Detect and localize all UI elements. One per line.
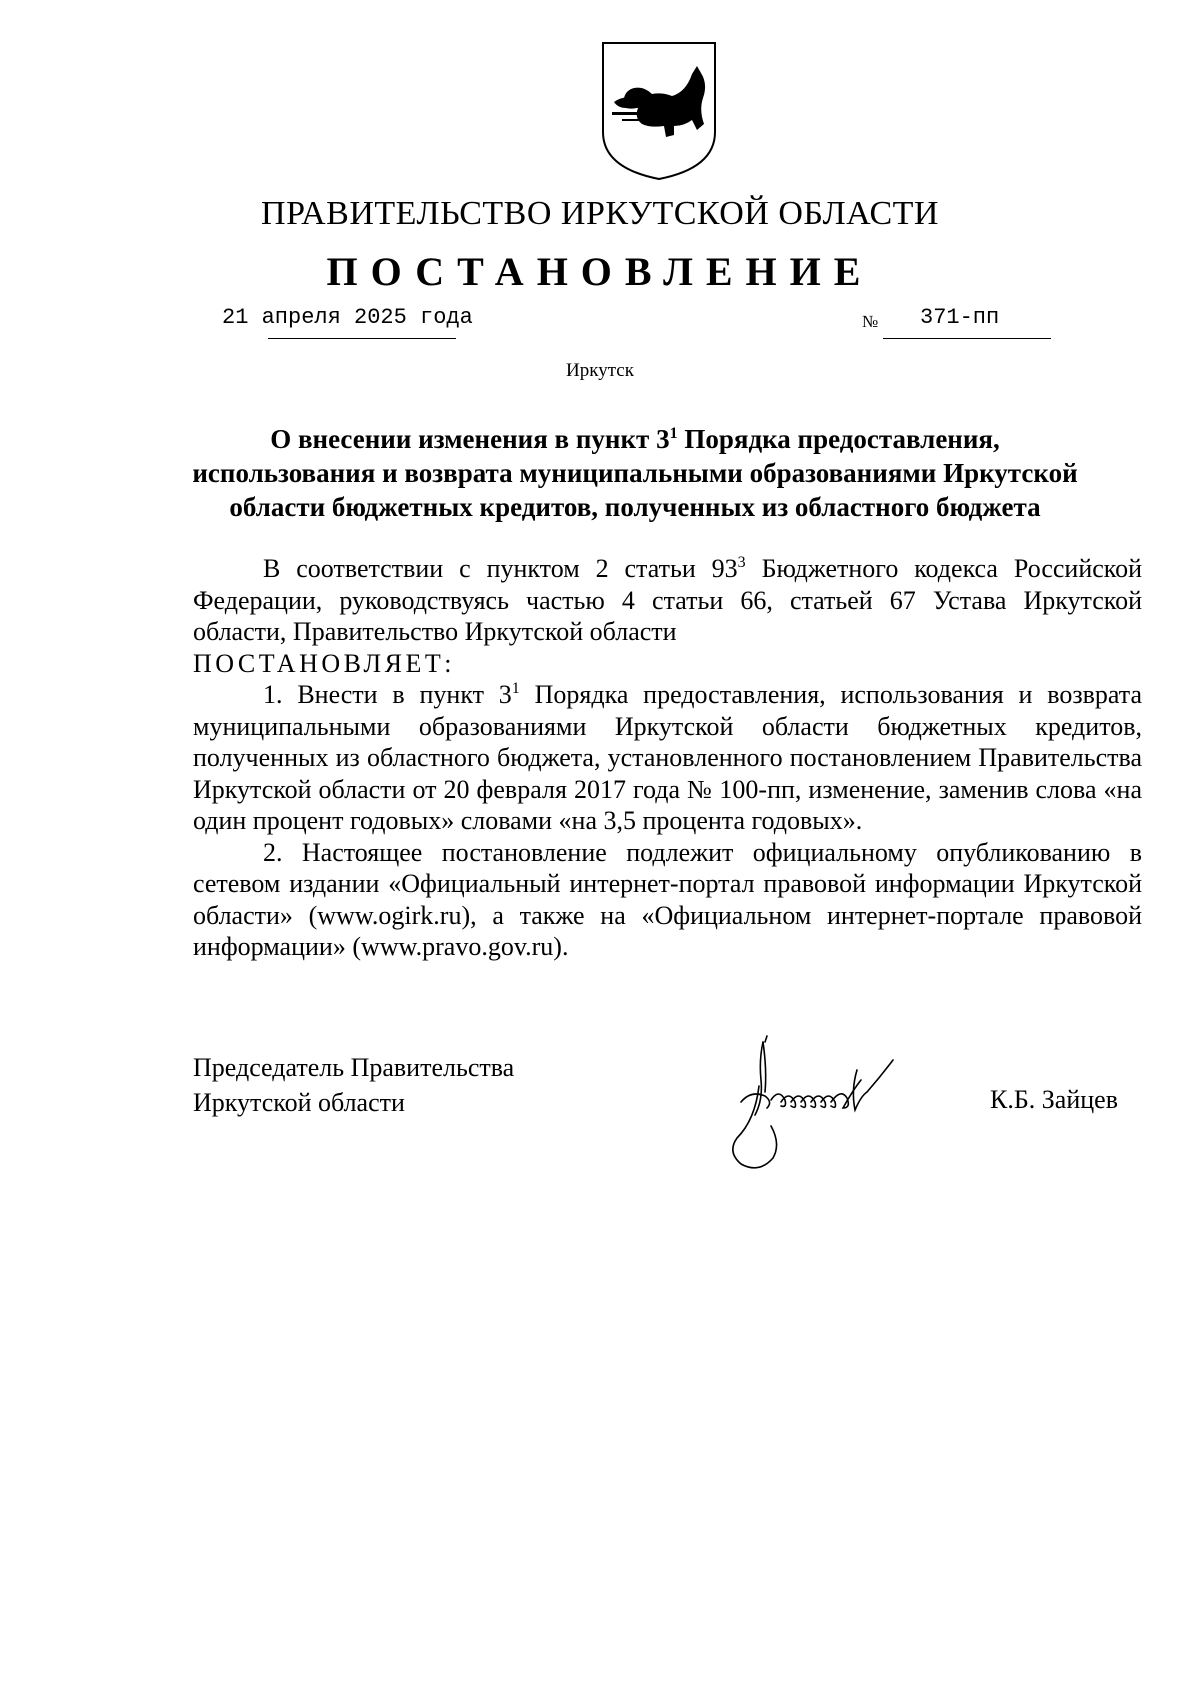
document-date: 21 апреля 2025 года [222,305,473,330]
position-line-2: Иркутской области [193,1088,405,1117]
number-underline [883,338,1051,339]
title-text-2: Порядка предоставления, использования и возврата муниципальными образованиями Иркутской области бюджетных кредитов, полученных из областного бюджета [192,424,1078,522]
government-name: ПРАВИТЕЛЬСТВО ИРКУТСКОЙ ОБЛАСТИ [261,195,939,232]
preamble-paragraph [193,553,1142,648]
item-1-text-2: Порядка предоставления, использования и возврата муниципальными образованиями Иркутской области бюджетных кредитов, полученных из областного бюджета, установленного постановлением Правительства Иркутской области от 20 февраля 2017 года № 100-пп, изменение, заменив слова «на один процент годовых» словами «на 3,5 процента годовых». [193,680,1143,835]
document-number: 371-пп [920,305,1000,330]
position-line-1: Председатель Правительства [193,1053,515,1082]
city-name: Иркутск [566,360,634,381]
item-1-paragraph [193,679,1142,837]
signatory-position [193,1050,514,1120]
document-body [193,553,1142,963]
number-sign: № [862,312,879,331]
signatory-name: К.Б. Зайцев [990,1085,1118,1114]
preamble-superscript: 3 [737,554,746,571]
title-superscript: 1 [669,425,678,442]
item-1-superscript: 1 [511,680,520,697]
preamble-text-1: В соответствии с пунктом 2 статьи 93 [263,554,738,583]
preamble-text-2: Бюджетного кодекса Российской Федерации, руководствуясь частью 4 статьи 66, статьей 67 Устава Иркутской области, Правительство Иркутской области [193,554,1143,646]
item-2-paragraph: 2. Настоящее постановление подлежит официальному опубликованию в сетевом издании «Официальный интернет-портал правовой информации Иркутской области» (www.ogirk.ru), а также на «Официальном интернет-портале правовой информации» (www.pravo.gov.ru). [193,837,1142,961]
signature-icon [715,1030,975,1180]
date-underline [268,338,456,339]
document-type: ПОСТАНОВЛЕНИЕ [326,249,874,294]
document-title [190,422,1080,524]
item-1-text-1: 1. Внести в пункт 3 [263,680,512,709]
decree-word: ПОСТАНОВЛЯЕТ: [193,648,455,678]
coat-of-arms-icon [600,40,718,182]
title-text-1: О внесении изменения в пункт 3 [270,424,670,454]
